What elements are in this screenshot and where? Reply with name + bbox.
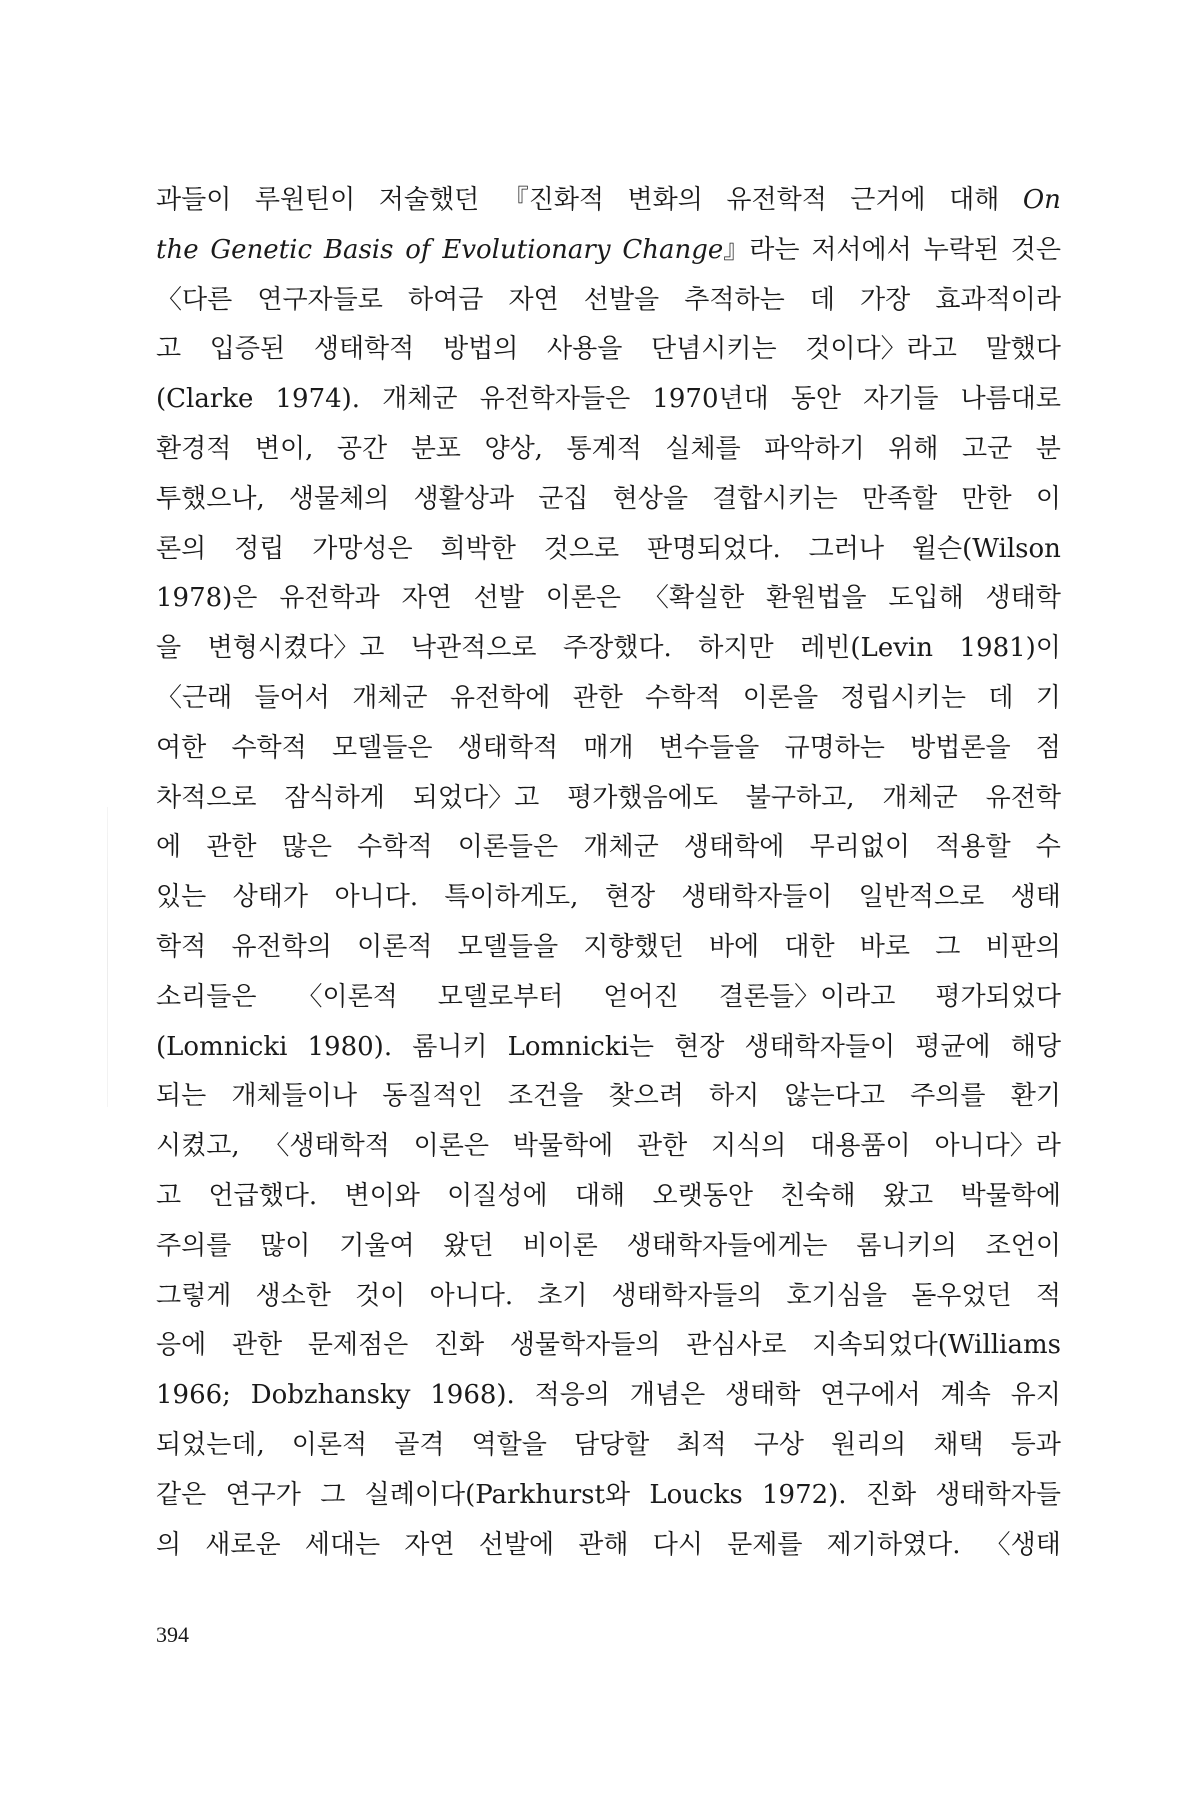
- page-number: 394: [156, 1622, 189, 1647]
- text-line: 응에 관한 문제점은 진화 생물학자들의 관심사로 지속되었다(Williams: [156, 1330, 1061, 1361]
- text-line: 차적으로 잠식하게 되었다〉고 평가했음에도 불구하고, 개체군 유전학: [156, 782, 1061, 813]
- text-line: (Clarke 1974). 개체군 유전학자들은 1970년대 동안 자기들 나름대로: [156, 384, 1061, 415]
- text-line: 여한 수학적 모델들은 생태학적 매개 변수들을 규명하는 방법론을 점: [156, 732, 1061, 763]
- text-line: 〈근래 들어서 개체군 유전학에 관한 수학적 이론을 정립시키는 데 기: [156, 682, 1061, 713]
- text-line: 과들이 루원틴이 저술했던 『진화적 변화의 유전학적 근거에 대해 On: [156, 185, 1061, 215]
- body-text: [156, 176, 1061, 1570]
- text-line: 의 새로운 세대는 자연 선발에 관해 다시 문제를 제기하였다. 〈생태: [156, 1529, 1061, 1560]
- text-line: (Lomnicki 1980). 롬니키 Lomnicki는 현장 생태학자들이 평균에 해당: [156, 1031, 1061, 1062]
- text-line: 을 변형시켰다〉고 낙관적으로 주장했다. 하지만 레빈(Levin 1981)이: [156, 633, 1061, 664]
- text-line: 되는 개체들이나 동질적인 조건을 찾으려 하지 않는다고 주의를 환기: [156, 1081, 1061, 1112]
- text-line: the Genetic Basis of Evolutionary Change』라는 저서에서 누락된 것은: [156, 234, 1061, 265]
- text-line: 같은 연구가 그 실례이다(Parkhurst와 Loucks 1972). 진화 생태학자들: [156, 1479, 1061, 1510]
- text-line: 그렇게 생소한 것이 아니다. 초기 생태학자들의 호기심을 돋우었던 적: [156, 1280, 1061, 1311]
- text-line: 환경적 변이, 공간 분포 양상, 통계적 실체를 파악하기 위해 고군 분: [156, 433, 1061, 464]
- text-line: 되었는데, 이론적 골격 역할을 담당할 최적 구상 원리의 채택 등과: [156, 1429, 1061, 1460]
- text-line: 〈다른 연구자들로 하여금 자연 선발을 추적하는 데 가장 효과적이라: [156, 284, 1061, 315]
- text-line: 주의를 많이 기울여 왔던 비이론 생태학자들에게는 롬니키의 조언이: [156, 1230, 1061, 1261]
- text-line: 있는 상태가 아니다. 특이하게도, 현장 생태학자들이 일반적으로 생태: [156, 882, 1061, 913]
- scan-edge-shadow: [107, 807, 108, 1107]
- text-line: 1966; Dobzhansky 1968). 적응의 개념은 생태학 연구에서 계속 유지: [156, 1380, 1061, 1411]
- text-line: 학적 유전학의 이론적 모델들을 지향했던 바에 대한 바로 그 비판의: [156, 931, 1061, 962]
- text-line: 투했으나, 생물체의 생활상과 군집 현상을 결합시키는 만족할 만한 이: [156, 483, 1061, 514]
- text-line: 고 언급했다. 변이와 이질성에 대해 오랫동안 친숙해 왔고 박물학에: [156, 1180, 1061, 1211]
- text-line: 소리들은 〈이론적 모델로부터 얻어진 결론들〉이라고 평가되었다: [156, 981, 1061, 1012]
- text-line: 론의 정립 가망성은 희박한 것으로 판명되었다. 그러나 윌슨(Wilson: [156, 533, 1061, 564]
- text-line: 고 입증된 생태학적 방법의 사용을 단념시키는 것이다〉라고 말했다: [156, 334, 1061, 365]
- text-line: 에 관한 많은 수학적 이론들은 개체군 생태학에 무리없이 적용할 수: [156, 832, 1061, 863]
- text-line: 1978)은 유전학과 자연 선발 이론은 〈확실한 환원법을 도입해 생태학: [156, 583, 1061, 614]
- text-line: 시켰고, 〈생태학적 이론은 박물학에 관한 지식의 대용품이 아니다〉라: [156, 1131, 1061, 1162]
